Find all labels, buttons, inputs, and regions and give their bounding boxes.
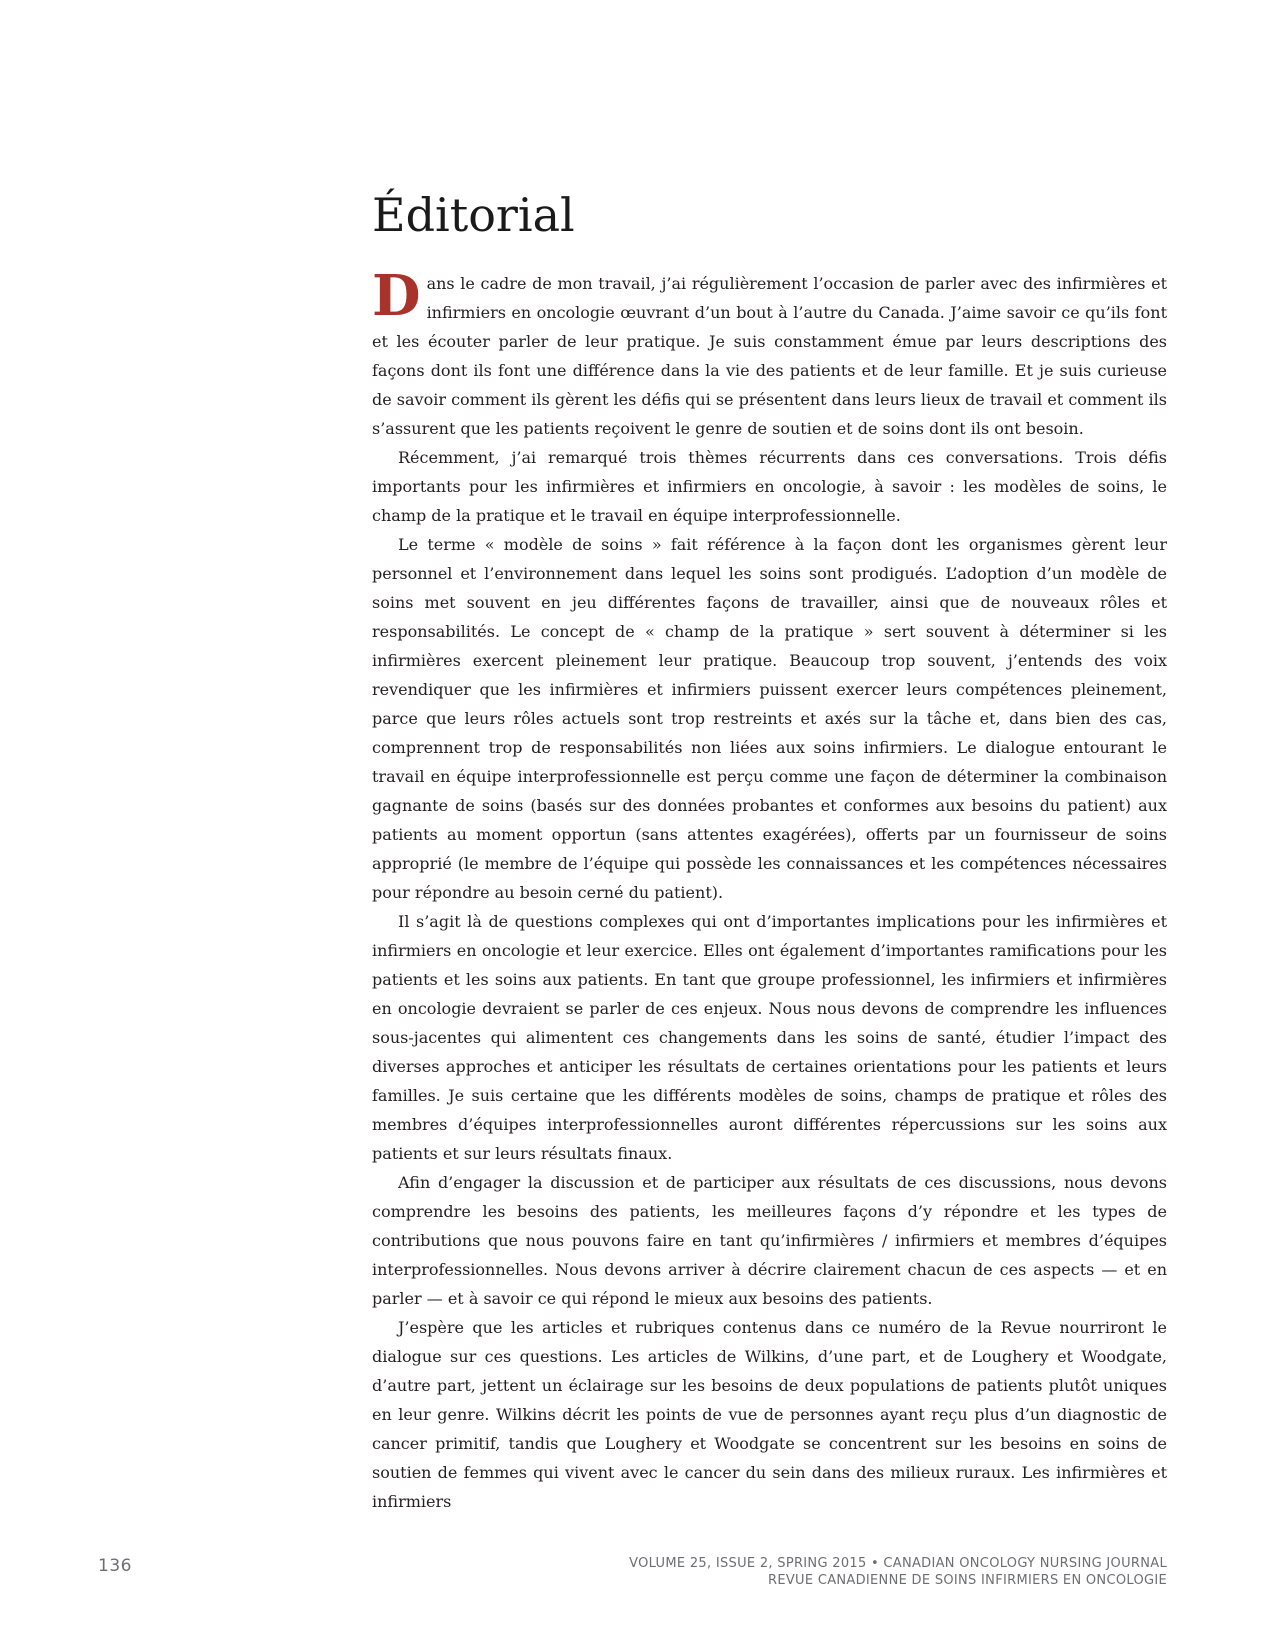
page-number: 136 bbox=[98, 1556, 132, 1576]
paragraph bbox=[372, 263, 1167, 443]
footer-journal-line-french: REVUE CANADIENNE DE SOINS INFIRMIERS EN ONCOLOGIE bbox=[768, 1573, 1167, 1588]
paragraph: Afin d’engager la discussion et de participer aux résultats de ces discussions, nous devons comprendre les besoins des patients, les meilleures façons d’y répondre et les types de contributions que nous pouvons faire en tant qu’infirmières / infirmiers et membres d’équipes interprofessionnelles. Nous devons arriver à décrire clairement chacun de ces aspects — et en parler — et à savoir ce qui répond le mieux aux besoins des patients. bbox=[372, 1173, 1167, 1308]
paragraph: Récemment, j’ai remarqué trois thèmes récurrents dans ces conversations. Trois défis importants pour les infirmières et infirmiers en oncologie, à savoir : les modèles de soins, le champ de la pratique et le travail en équipe interprofessionnelle. bbox=[372, 448, 1167, 525]
paragraph-text: ans le cadre de mon travail, j’ai régulièrement l’occasion de parler avec des infirmières et infirmiers en oncologie œuvrant d’un bout à l’autre du Canada. J’aime savoir ce qu’ils font et les écouter parler de leur pratique. Je suis constamment émue par leurs descriptions des façons dont ils font une différence dans la vie des patients et de leur famille. Et je suis curieuse de savoir comment ils gèrent les défis qui se présentent dans leurs lieux de travail et comment ils s’assurent que les patients reçoivent le genre de soutien et de soins dont ils ont besoin. bbox=[372, 274, 1167, 438]
running-footer bbox=[629, 1555, 1167, 1589]
drop-cap: D bbox=[372, 263, 421, 329]
paragraph: J’espère que les articles et rubriques contenus dans ce numéro de la Revue nourriront le dialogue sur ces questions. Les articles de Wilkins, d’une part, et de Loughery et Woodgate, d’autre part, jettent un éclairage sur les besoins de deux populations de patients plutôt uniques en leur genre. Wilkins décrit les points de vue de personnes ayant reçu plus d’un diagnostic de cancer primitif, tandis que Loughery et Woodgate se concentrent sur les besoins en soins de soutien de femmes qui vivent avec le cancer du sein dans des milieux ruraux. Les infirmières et infirmiers bbox=[372, 1318, 1167, 1511]
paragraph: Le terme « modèle de soins » fait référence à la façon dont les organismes gèrent leur personnel et l’environnement dans lequel les soins sont prodigués. L’adoption d’un modèle de soins met souvent en jeu différentes façons de travailler, ainsi que de nouveaux rôles et responsabilités. Le concept de « champ de la pratique » sert souvent à déterminer si les infirmières exercent pleinement leur pratique. Beaucoup trop souvent, j’entends des voix revendiquer que les infirmières et infirmiers puissent exercer leurs compétences pleinement, parce que leurs rôles actuels sont trop restreints et axés sur la tâche et, dans bien des cas, comprennent trop de responsabilités non liées aux soins infirmiers. Le dialogue entourant le travail en équipe interprofessionnelle est perçu comme une façon de déterminer la combinaison gagnante de soins (basés sur des données probantes et conformes aux besoins du patient) aux patients au moment opportun (sans attentes exagérées), offerts par un fournisseur de soins approprié (le membre de l’équipe qui possède les connaissances et les compétences nécessaires pour répondre au besoin cerné du patient). bbox=[372, 535, 1167, 902]
article-body bbox=[372, 263, 1167, 1516]
page-title: Éditorial bbox=[372, 188, 575, 242]
paragraph: Il s’agit là de questions complexes qui ont d’importantes implications pour les infirmières et infirmiers en oncologie et leur exercice. Elles ont également d’importantes ramifications pour les patients et les soins aux patients. En tant que groupe professionnel, les infirmiers et infirmières en oncologie devraient se parler de ces enjeux. Nous nous devons de comprendre les influences sous-jacentes qui alimentent ces changements dans les soins de santé, étudier l’impact des diverses approches et anticiper les résultats de certaines orientations pour les patients et leurs familles. Je suis certaine que les différents modèles de soins, champs de pratique et rôles des membres d’équipes interprofessionnelles auront différentes répercussions sur les soins aux patients et sur leurs résultats finaux. bbox=[372, 912, 1167, 1163]
footer-journal-line: VOLUME 25, ISSUE 2, SPRING 2015 • CANADIAN ONCOLOGY NURSING JOURNAL bbox=[629, 1556, 1167, 1571]
